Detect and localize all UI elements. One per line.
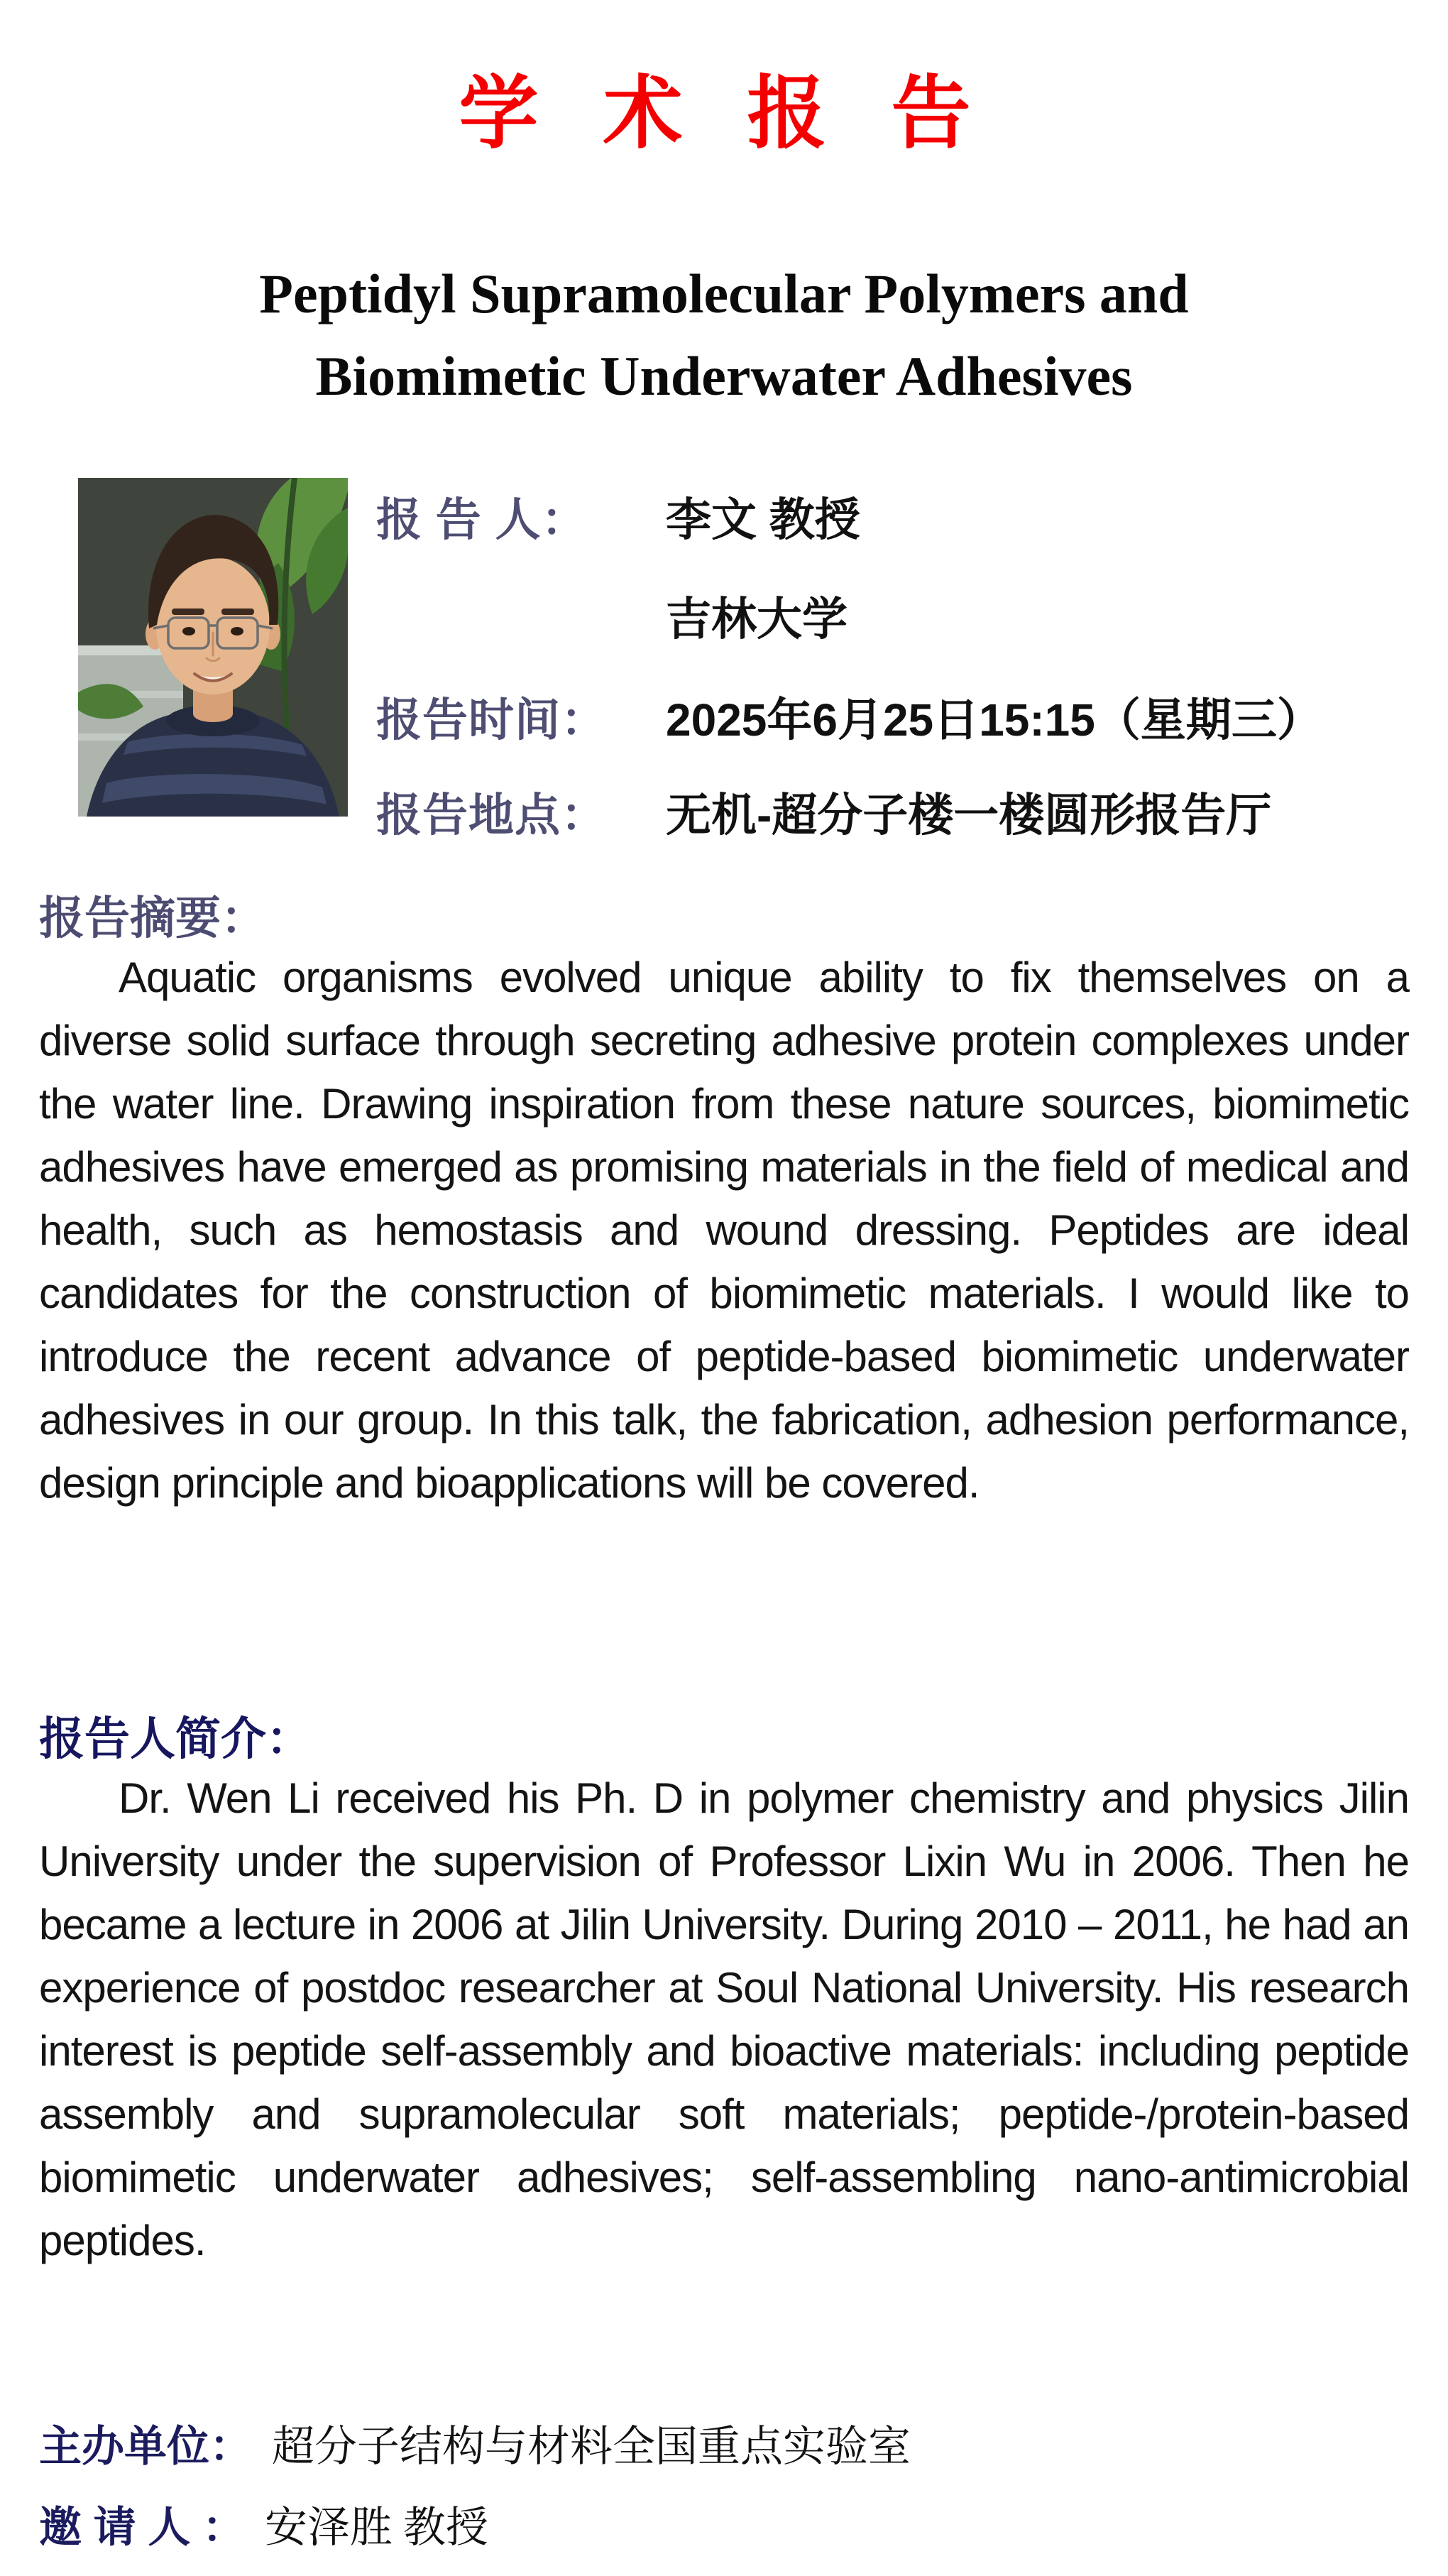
inviter-row (39, 2494, 488, 2555)
venue-label: 报告地点： (376, 790, 607, 841)
bio-heading: 报告人简介： (39, 1713, 312, 1764)
abstract-body: Aquatic organisms evolved unique ability to fix themselves on a diverse solid surface through secreting adhesive protein complexes under the water line. Drawing inspiration from these nature sources, biomimetic adhesives have emerged as promising materials in the field of medical and health, such as hemostasis and wound dressing. Peptides are ideal candidates for the construction of biomimetic materials. I would like to introduce the recent advance of peptide-based biomimetic underwater adhesives in our group. In this talk, the fabrication, adhesion performance, design principle and bioapplications will be covered. (39, 954, 1409, 1507)
abstract-heading: 报告摘要： (39, 893, 266, 944)
talk-title (0, 253, 1448, 417)
time-label: 报告时间： (376, 694, 607, 746)
banner-title: 学 术 报 告 (459, 67, 989, 160)
inviter-label: 邀 请 人 ： (39, 2504, 246, 2551)
affiliation-row (376, 583, 848, 648)
talk-title-line1: Peptidyl Supramolecular Polymers and (259, 263, 1189, 324)
speaker-photo (78, 478, 348, 817)
host-value: 超分子结构与材料全国重点实验室 (272, 2423, 911, 2470)
host-label: 主办单位： (39, 2423, 252, 2470)
talk-title-line2: Biomimetic Underwater Adhesives (315, 345, 1133, 407)
speaker-affiliation: 吉林大学 (666, 594, 848, 645)
time-value: 2025年6月25日15:15（星期三） (666, 694, 1322, 746)
speaker-name: 李文 教授 (666, 494, 860, 545)
speaker-row (376, 484, 860, 549)
speaker-label: 报 告 人： (376, 494, 588, 545)
time-row (376, 684, 1322, 749)
venue-value: 无机-超分子楼一楼圆形报告厅 (666, 790, 1272, 841)
venue-row (376, 779, 1271, 844)
host-row (39, 2413, 911, 2474)
inviter-value: 安泽胜 教授 (265, 2504, 489, 2551)
bio-body: Dr. Wen Li received his Ph. D in polymer chemistry and physics Jilin University under the supervision of Professor Lixin Wu in 2006. Then he became a lecture in 2006 at Jilin University. During 2010 – 2011, he had an experience of postdoc researcher at Soul National University. His research interest is peptide self-assembly and bioactive materials: including peptide assembly and supramolecular soft materials; peptide-/protein-based biomimetic underwater adhesives; self-assembling nano-antimicrobial peptides. (39, 1774, 1409, 2264)
